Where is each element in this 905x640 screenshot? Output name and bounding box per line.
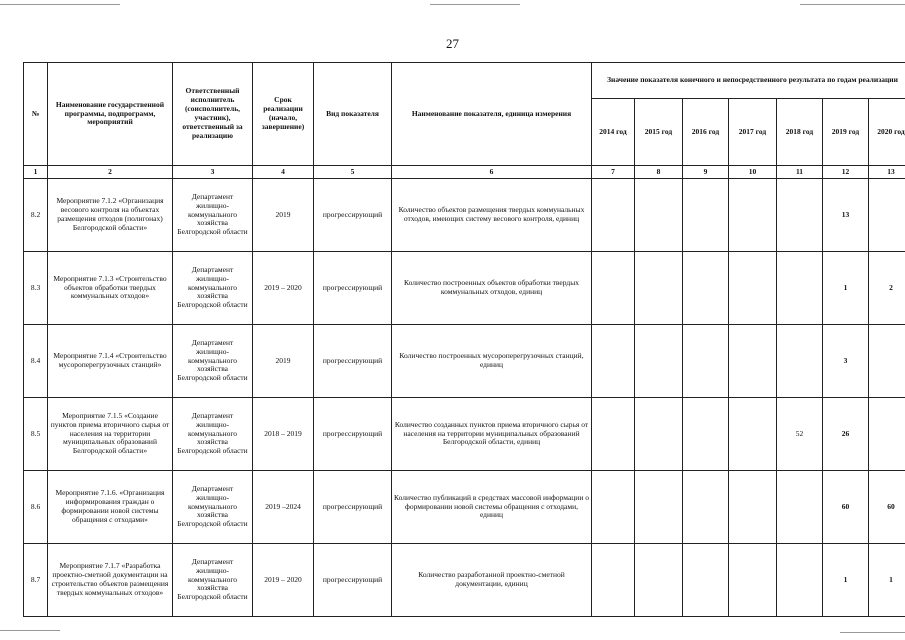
scan-edge-bottom-right	[840, 632, 905, 633]
year-value: 1	[823, 252, 869, 325]
event-name: Мероприятие 7.1.6. «Организация информирования граждан о формировании новой системы обращения с отходами»	[48, 471, 173, 544]
indicator-name: Количество построенных объектов обработки твердых коммунальных отходов, единиц	[392, 252, 592, 325]
header-year: 2020 год	[869, 99, 905, 166]
year-value: 52	[777, 398, 823, 471]
column-number: 3	[173, 166, 253, 179]
year-value	[869, 325, 905, 398]
column-number-row	[24, 166, 905, 179]
year-value	[729, 398, 777, 471]
year-value	[729, 325, 777, 398]
year-value	[592, 398, 635, 471]
header-values-group: Значение показателя конечного и непосредственного результата по годам реализации	[592, 63, 905, 99]
year-value	[635, 544, 683, 617]
year-value: 60	[869, 471, 905, 544]
header-year: 2015 год	[635, 99, 683, 166]
indicator-type: прогрессирующий	[314, 398, 392, 471]
header-term: Срок реализации (начало, завершение)	[253, 63, 314, 166]
implementation-term: 2019	[253, 325, 314, 398]
row-number: 8.6	[24, 471, 48, 544]
header-no: №	[24, 63, 48, 166]
year-value	[729, 544, 777, 617]
header-responsible: Ответственный исполнитель (соисполнитель, участник), ответственный за реализацию	[173, 63, 253, 166]
year-value	[777, 325, 823, 398]
table-row	[24, 179, 905, 252]
implementation-term: 2018 – 2019	[253, 398, 314, 471]
year-value	[683, 179, 729, 252]
column-number: 13	[869, 166, 905, 179]
column-number: 9	[683, 166, 729, 179]
column-number: 1	[24, 166, 48, 179]
responsible-executor: Департамент жилищно-коммунального хозяйства Белгородской области	[173, 471, 253, 544]
indicator-name: Количество построенных мусороперегрузочных станций, единиц	[392, 325, 592, 398]
row-number: 8.4	[24, 325, 48, 398]
indicator-name: Количество объектов размещения твердых коммунальных отходов, имеющих систему весового контроля, единиц	[392, 179, 592, 252]
header-name: Наименование государственной программы, подпрограмм, мероприятий	[48, 63, 173, 166]
event-name: Мероприятие 7.1.3 «Строительство объектов обработки твердых коммунальных отходов»	[48, 252, 173, 325]
table-row	[24, 544, 905, 617]
implementation-term: 2019	[253, 179, 314, 252]
table-row	[24, 471, 905, 544]
column-number: 11	[777, 166, 823, 179]
header-indicator-name: Наименование показателя, единица измерения	[392, 63, 592, 166]
year-value	[683, 398, 729, 471]
indicator-type: прогрессирующий	[314, 325, 392, 398]
year-value: 3	[823, 325, 869, 398]
year-value	[683, 252, 729, 325]
table-row	[24, 252, 905, 325]
year-value	[592, 252, 635, 325]
year-value	[635, 179, 683, 252]
year-value	[635, 471, 683, 544]
column-number: 12	[823, 166, 869, 179]
column-number: 7	[592, 166, 635, 179]
year-value	[635, 325, 683, 398]
responsible-executor: Департамент жилищно-коммунального хозяйства Белгородской области	[173, 544, 253, 617]
responsible-executor: Департамент жилищно-коммунального хозяйства Белгородской области	[173, 252, 253, 325]
scan-edge-top-right	[800, 4, 905, 5]
year-value: 1	[823, 544, 869, 617]
column-number: 5	[314, 166, 392, 179]
year-value	[869, 179, 905, 252]
responsible-executor: Департамент жилищно-коммунального хозяйства Белгородской области	[173, 325, 253, 398]
header-year: 2014 год	[592, 99, 635, 166]
header-indicator-type: Вид показателя	[314, 63, 392, 166]
year-value	[683, 544, 729, 617]
year-value	[729, 252, 777, 325]
year-value: 2	[869, 252, 905, 325]
page-number: 27	[446, 36, 459, 51]
year-value	[869, 398, 905, 471]
year-value	[635, 252, 683, 325]
year-value	[683, 325, 729, 398]
year-value	[777, 179, 823, 252]
indicator-name: Количество созданных пунктов приема вторичного сырья от населения на территории муниципальных образований Белгородской области, единиц	[392, 398, 592, 471]
event-name: Мероприятие 7.1.7 «Разработка проектно-сметной документации на строительство объектов размещения твердых коммунальных отходов»	[48, 544, 173, 617]
implementation-term: 2019 – 2020	[253, 252, 314, 325]
event-name: Мероприятие 7.1.2 «Организация весового контроля на объектах размещения отходов (полигонах) Белгородской области»	[48, 179, 173, 252]
header-year: 2016 год	[683, 99, 729, 166]
year-value	[592, 544, 635, 617]
year-value	[592, 179, 635, 252]
row-number: 8.7	[24, 544, 48, 617]
row-number: 8.5	[24, 398, 48, 471]
year-value	[777, 252, 823, 325]
responsible-executor: Департамент жилищно-коммунального хозяйства Белгородской области	[173, 398, 253, 471]
year-value	[777, 471, 823, 544]
year-value	[635, 398, 683, 471]
year-value	[592, 325, 635, 398]
year-value: 1	[869, 544, 905, 617]
event-name: Мероприятие 7.1.5 «Создание пунктов приема вторичного сырья от населения на территории муниципальных образований Белгородской области»	[48, 398, 173, 471]
year-value	[592, 471, 635, 544]
scan-edge-bottom-left	[0, 630, 60, 631]
indicator-type: прогрессирующий	[314, 544, 392, 617]
indicator-table	[23, 62, 905, 617]
header-year: 2017 год	[729, 99, 777, 166]
year-value: 26	[823, 398, 869, 471]
implementation-term: 2019 –2024	[253, 471, 314, 544]
year-value	[777, 544, 823, 617]
scan-edge-top-left	[0, 4, 120, 5]
table-row	[24, 398, 905, 471]
indicator-type: прогрессирующий	[314, 252, 392, 325]
header-year: 2019 год	[823, 99, 869, 166]
scan-edge-top-mid	[430, 4, 520, 5]
column-number: 8	[635, 166, 683, 179]
event-name: Мероприятие 7.1.4 «Строительство мусороперегрузочных станций»	[48, 325, 173, 398]
column-number: 4	[253, 166, 314, 179]
indicator-type: прогрессирующий	[314, 179, 392, 252]
indicator-name: Количество публикаций в средствах массовой информации о формировании новой системы обращения с отходами, единиц	[392, 471, 592, 544]
responsible-executor: Департамент жилищно-коммунального хозяйства Белгородской области	[173, 179, 253, 252]
column-number: 2	[48, 166, 173, 179]
year-value	[683, 471, 729, 544]
implementation-term: 2019 – 2020	[253, 544, 314, 617]
year-value	[729, 179, 777, 252]
table-row	[24, 325, 905, 398]
year-value	[729, 471, 777, 544]
header-year: 2018 год	[777, 99, 823, 166]
column-number: 10	[729, 166, 777, 179]
indicator-type: прогрессирующий	[314, 471, 392, 544]
row-number: 8.2	[24, 179, 48, 252]
row-number: 8.3	[24, 252, 48, 325]
column-number: 6	[392, 166, 592, 179]
year-value: 13	[823, 179, 869, 252]
indicator-name: Количество разработанной проектно-сметной документации, единиц	[392, 544, 592, 617]
year-value: 60	[823, 471, 869, 544]
